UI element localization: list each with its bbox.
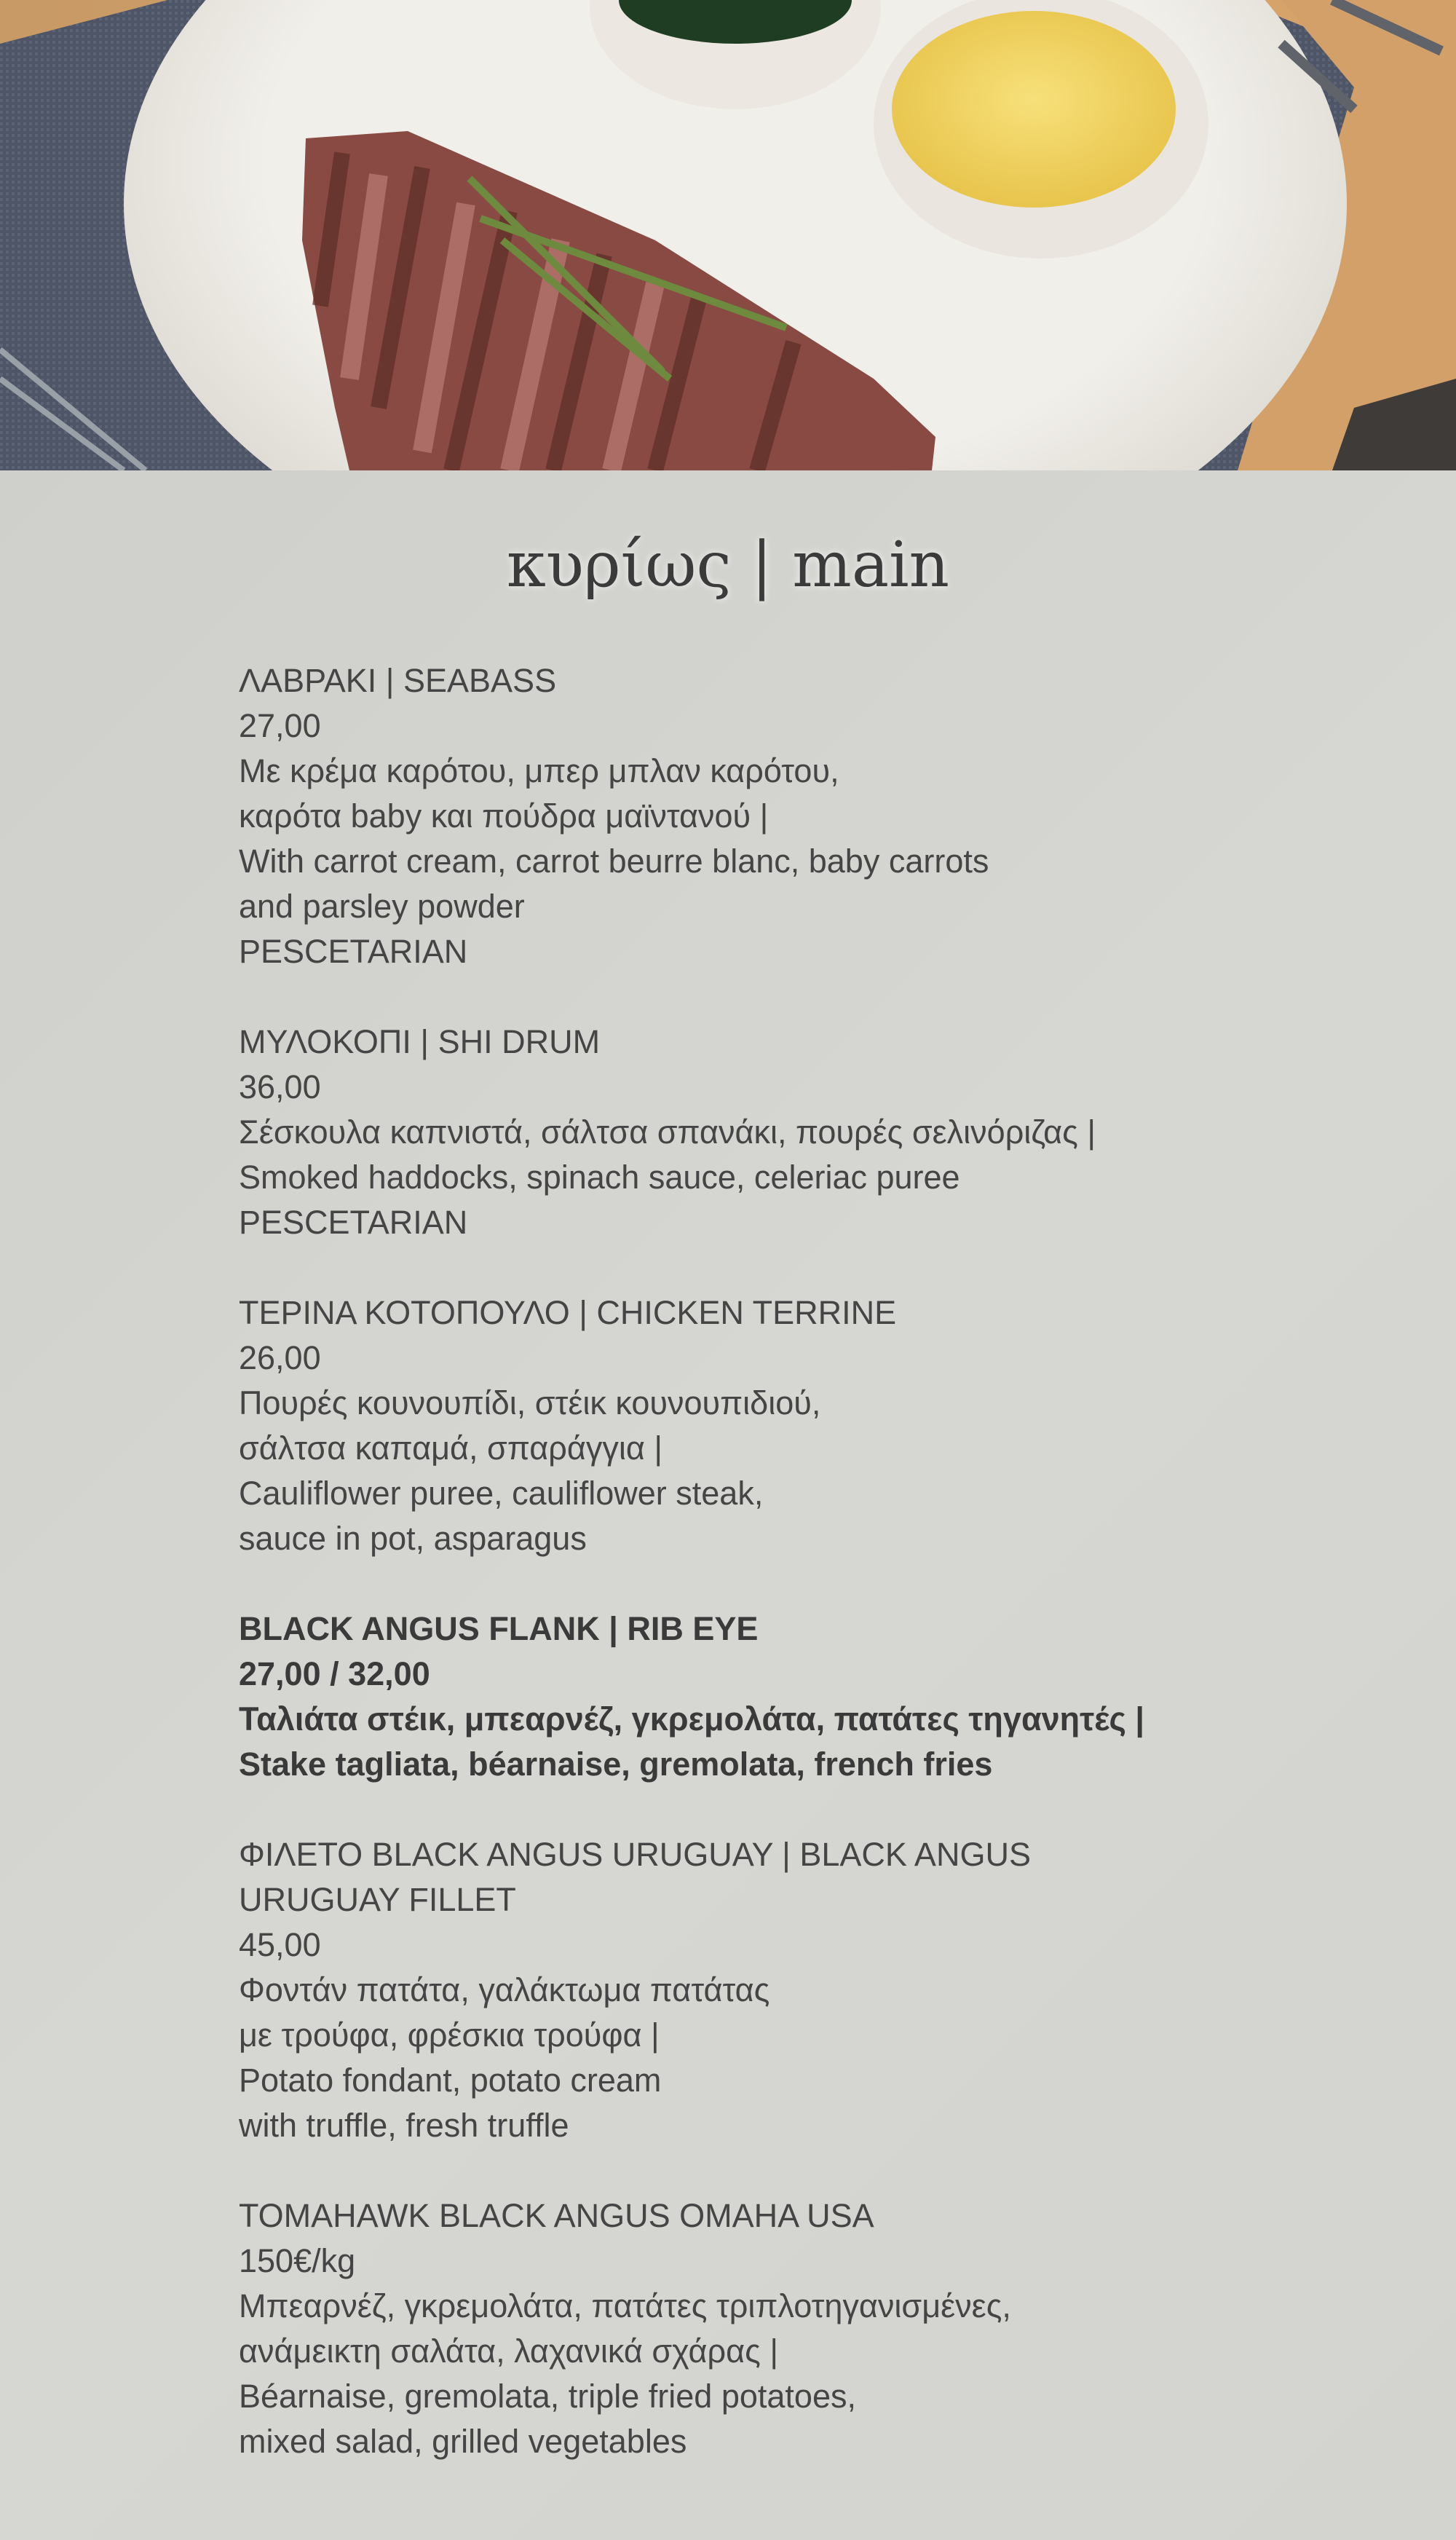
- item-tag: PESCETARIAN: [239, 1204, 468, 1241]
- item-description: with truffle, fresh truffle: [239, 2107, 569, 2144]
- section-title: κυρίως | main: [507, 529, 949, 602]
- item-price: 150€/kg: [239, 2242, 356, 2279]
- item-description: σάλτσα καπαμά, σπαράγγια |: [239, 1429, 663, 1467]
- item-description: Πουρές κουνουπίδι, στέικ κουνουπιδιού,: [239, 1384, 821, 1421]
- item-description: Stake tagliata, béarnaise, gremolata, french fries: [239, 1746, 993, 1783]
- item-description: Cauliflower puree, cauliflower steak,: [239, 1475, 764, 1512]
- item-description: Potato fondant, potato cream: [239, 2062, 662, 2099]
- menu-item-featured: [239, 1606, 1331, 1787]
- menu-item: [239, 2193, 1331, 2464]
- item-name: URUGUAY FILLET: [239, 1881, 516, 1918]
- item-description: Μπεαρνέζ, γκρεμολάτα, πατάτες τριπλοτηγανισμένες,: [239, 2287, 1011, 2324]
- item-tag: PESCETARIAN: [239, 933, 468, 970]
- menu-item: [239, 1832, 1331, 2148]
- item-description: καρότα baby και πούδρα μαϊντανού |: [239, 797, 769, 835]
- item-description: με τρούφα, φρέσκια τρούφα |: [239, 2016, 660, 2054]
- item-description: mixed salad, grilled vegetables: [239, 2423, 687, 2460]
- item-description: ανάμεικτη σαλάτα, λαχανικά σχάρας |: [239, 2332, 779, 2370]
- item-name: ΜΥΛΟΚΟΠΙ | SHI DRUM: [239, 1023, 601, 1060]
- item-description: Béarnaise, gremolata, triple fried potatoes,: [239, 2378, 856, 2415]
- item-description: Smoked haddocks, spinach sauce, celeriac puree: [239, 1159, 960, 1196]
- item-name: ΦΙΛΕΤΟ BLACK ANGUS URUGUAY | BLACK ANGUS: [239, 1836, 1031, 1873]
- menu-item: [239, 658, 1331, 974]
- menu-items: [239, 658, 1331, 2509]
- menu-item: [239, 1019, 1331, 1245]
- menu-item: [239, 1290, 1331, 1561]
- menu-section: [0, 470, 1456, 2540]
- item-description: and parsley powder: [239, 888, 525, 925]
- item-description: With carrot cream, carrot beurre blanc, baby carrots: [239, 843, 989, 880]
- item-name: ΛΑΒΡΑΚΙ | SEABASS: [239, 662, 557, 699]
- item-description: Ταλιάτα στέικ, μπεαρνέζ, γκρεμολάτα, πατάτες τηγανητές |: [239, 1700, 1145, 1738]
- item-name: TOMAHAWK BLACK ANGUS OMAHA USA: [239, 2197, 874, 2234]
- item-price: 26,00: [239, 1339, 321, 1376]
- item-price: 45,00: [239, 1926, 321, 1963]
- item-description: Με κρέμα καρότου, μπερ μπλαν καρότου,: [239, 752, 839, 789]
- item-price: 27,00 / 32,00: [239, 1655, 430, 1692]
- item-price: 36,00: [239, 1068, 321, 1105]
- item-description: sauce in pot, asparagus: [239, 1520, 587, 1557]
- item-price: 27,00: [239, 707, 321, 744]
- item-name: BLACK ANGUS FLANK | RIB EYE: [239, 1610, 759, 1647]
- item-description: Σέσκουλα καπνιστά, σάλτσα σπανάκι, πουρές σελινόριζας |: [239, 1113, 1096, 1151]
- steak-dish-photo: [0, 0, 1456, 470]
- item-description: Φοντάν πατάτα, γαλάκτωμα πατάτας: [239, 1971, 770, 2008]
- item-name: ΤΕΡΙΝΑ ΚΟΤΟΠΟΥΛΟ | CHICKEN TERRINE: [239, 1294, 897, 1331]
